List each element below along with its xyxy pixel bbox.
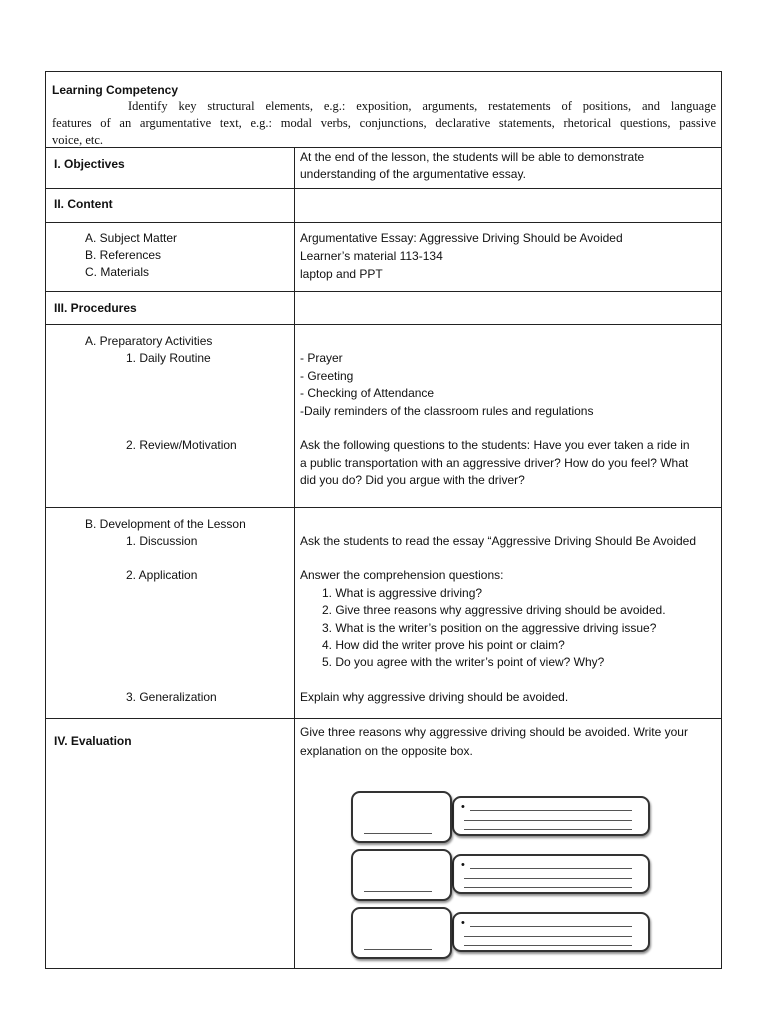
procedures-label: III. Procedures [54, 301, 137, 315]
answer-line [364, 949, 432, 950]
discussion-text: Ask the students to read the essay “Aggressive Driving Should Be Avoided [300, 534, 697, 548]
competency-text-line2: features of an argumentative text, e.g.: modal verbs, conjunctions, declarative statements, rhetorical questions, passive [52, 116, 716, 130]
answer-line [470, 926, 632, 927]
subject-matter-label: A. Subject Matter [85, 231, 178, 245]
comprehension-question: 5. Do you agree with the writer’s point of view? Why? [322, 655, 605, 669]
content-label: II. Content [54, 197, 113, 211]
generalization-text: Explain why aggressive driving should be avoided. [300, 690, 569, 704]
review-text-line3: did you do? Did you argue with the driver? [300, 473, 525, 487]
comprehension-question: 3. What is the writer’s position on the aggressive driving issue? [322, 621, 657, 635]
generalization-label: 3. Generalization [126, 690, 217, 704]
row-divider [46, 222, 721, 223]
row-divider [46, 507, 721, 508]
row-divider [46, 718, 721, 719]
answer-line [464, 945, 632, 946]
comprehension-question: 1. What is aggressive driving? [322, 586, 483, 600]
competency-text-line1: Identify key structural elements, e.g.: exposition, arguments, restatements of positions, and language [128, 99, 716, 113]
row-divider [46, 324, 721, 325]
answer-line [364, 891, 432, 892]
answer-line [364, 833, 432, 834]
objectives-text-line2: understanding of the argumentative essay. [300, 167, 526, 181]
review-motivation-label: 2. Review/Motivation [126, 438, 237, 452]
row-divider [46, 147, 721, 148]
competency-text-line3: voice, etc. [52, 133, 104, 147]
subject-matter-value: Argumentative Essay: Aggressive Driving Should be Avoided [300, 231, 623, 245]
materials-value: laptop and PPT [300, 267, 383, 281]
application-intro: Answer the comprehension questions: [300, 568, 504, 582]
answer-box-right[interactable] [452, 796, 650, 836]
evaluation-text-line2: explanation on the opposite box. [300, 744, 473, 758]
answer-line [470, 810, 632, 811]
routine-item: - Greeting [300, 369, 354, 383]
routine-item: -Daily reminders of the classroom rules and regulations [300, 404, 594, 418]
answer-box-left[interactable] [351, 849, 452, 901]
application-label: 2. Application [126, 568, 198, 582]
bullet-icon: • [461, 917, 465, 929]
objectives-label: I. Objectives [54, 157, 125, 171]
bullet-icon: • [461, 801, 465, 813]
competency-heading: Learning Competency [52, 83, 179, 97]
preparatory-heading: A. Preparatory Activities [85, 334, 213, 348]
answer-line [464, 878, 632, 879]
evaluation-label: IV. Evaluation [54, 734, 132, 748]
answer-line [464, 820, 632, 821]
column-divider [294, 147, 295, 969]
bullet-icon: • [461, 859, 465, 871]
references-label: B. References [85, 248, 162, 262]
evaluation-text-line1: Give three reasons why aggressive driving should be avoided. Write your [300, 725, 688, 739]
answer-box-right[interactable] [452, 912, 650, 952]
answer-line [464, 936, 632, 937]
review-text-line2: a public transportation with an aggressive driver? How do you feel? What [300, 456, 689, 470]
answer-box-left[interactable] [351, 791, 452, 843]
lesson-plan-table [45, 71, 722, 969]
daily-routine-label: 1. Daily Routine [126, 351, 211, 365]
development-heading: B. Development of the Lesson [85, 517, 246, 531]
review-text-line1: Ask the following questions to the students: Have you ever taken a ride in [300, 438, 690, 452]
answer-line [464, 829, 632, 830]
row-divider [46, 291, 721, 292]
answer-box-left[interactable] [351, 907, 452, 959]
answer-box-right[interactable] [452, 854, 650, 894]
materials-label: C. Materials [85, 265, 150, 279]
comprehension-question: 2. Give three reasons why aggressive driving should be avoided. [322, 603, 666, 617]
answer-line [470, 868, 632, 869]
answer-line [464, 887, 632, 888]
row-divider [46, 188, 721, 189]
references-value: Learner’s material 113-134 [300, 249, 443, 263]
routine-item: - Checking of Attendance [300, 386, 435, 400]
discussion-label: 1. Discussion [126, 534, 198, 548]
comprehension-question: 4. How did the writer prove his point or claim? [322, 638, 565, 652]
objectives-text-line1: At the end of the lesson, the students will be able to demonstrate [300, 150, 645, 164]
routine-item: - Prayer [300, 351, 343, 365]
